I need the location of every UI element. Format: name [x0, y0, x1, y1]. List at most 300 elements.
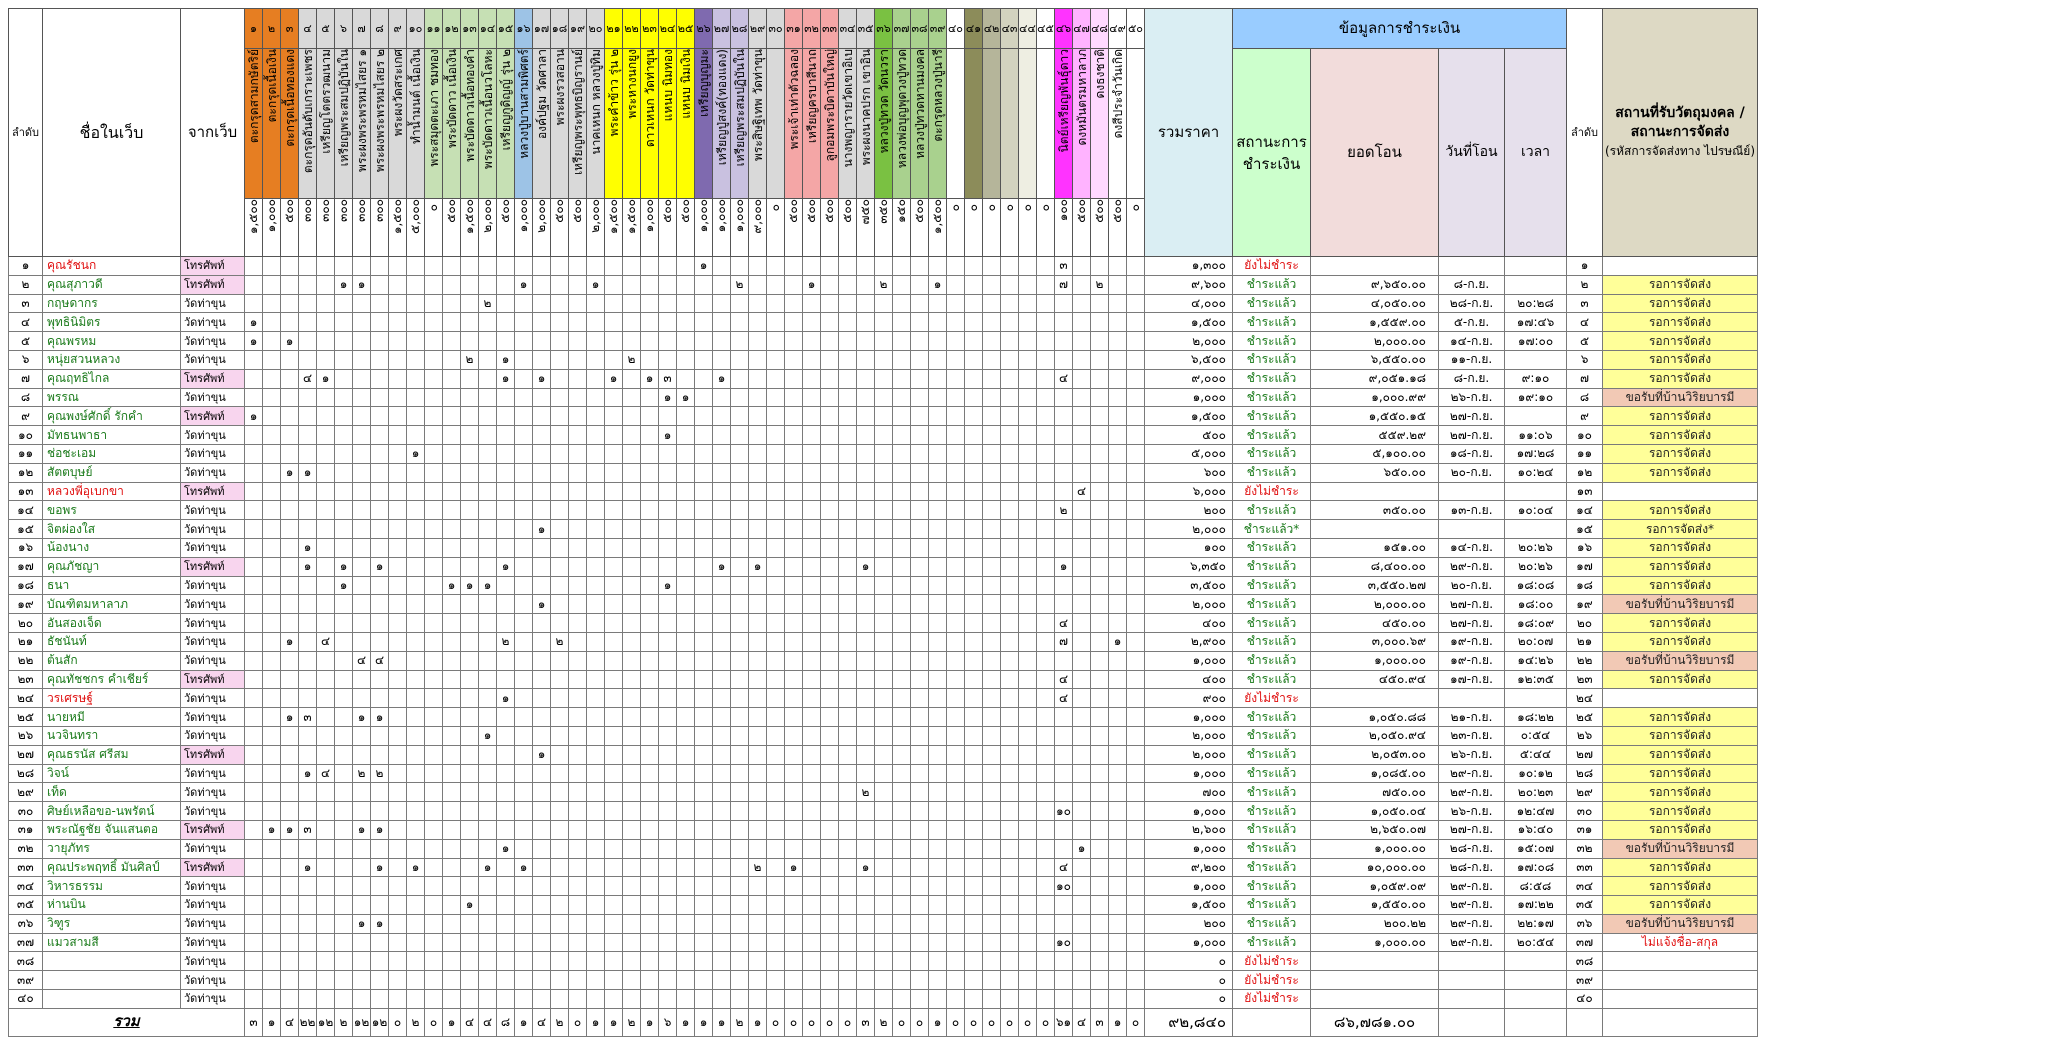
row-item-qty [623, 313, 641, 332]
item-title-14 [479, 49, 497, 199]
row-item-qty [929, 726, 947, 745]
row-item-qty [1073, 858, 1091, 877]
row-item-qty [713, 520, 731, 539]
row-item-qty [893, 388, 911, 407]
row-item-qty: ๑ [461, 896, 479, 915]
row-item-qty [605, 332, 623, 351]
row-item-qty [803, 820, 821, 839]
row-item-qty [461, 294, 479, 313]
row-date [1439, 689, 1505, 708]
row-total: ๔๐๐ [1145, 670, 1233, 689]
row-item-qty [1001, 651, 1019, 670]
row-item-qty [965, 745, 983, 764]
row-seq-right: ๓๗ [1567, 933, 1603, 952]
row-item-qty [1055, 764, 1073, 783]
row-item-qty [785, 708, 803, 727]
row-source: โทรศัพท์ [181, 369, 245, 388]
row-item-qty [641, 651, 659, 670]
row-item-qty [461, 257, 479, 276]
row-item-qty [695, 933, 713, 952]
row-item-qty [299, 576, 317, 595]
row-time [1505, 689, 1567, 708]
row-item-qty [245, 557, 263, 576]
row-item-qty [947, 520, 965, 539]
row-item-qty: ๑ [533, 745, 551, 764]
footer-label-text: รวม [113, 1012, 140, 1031]
table-row [9, 839, 1758, 858]
item-price-text: ๕๐๐ [912, 199, 926, 223]
row-item-qty [1019, 764, 1037, 783]
row-item-qty [335, 538, 353, 557]
row-item-qty [695, 745, 713, 764]
row-item-qty [947, 670, 965, 689]
row-item-qty [1073, 369, 1091, 388]
row-item-qty [983, 595, 1001, 614]
table-row [9, 501, 1758, 520]
row-item-qty [713, 820, 731, 839]
row-item-qty [1055, 444, 1073, 463]
row-item-qty [281, 350, 299, 369]
row-item-qty [947, 783, 965, 802]
row-seq-right: ๑๑ [1567, 444, 1603, 463]
row-item-qty [983, 896, 1001, 915]
item-number-44: ๔๔ [1019, 9, 1037, 49]
row-item-qty [1073, 990, 1091, 1009]
row-item-qty [641, 952, 659, 971]
row-item-qty [1019, 369, 1037, 388]
row-item-qty [533, 971, 551, 990]
row-item-qty [515, 839, 533, 858]
row-item-qty [623, 501, 641, 520]
row-item-qty [443, 482, 461, 501]
row-item-qty [335, 708, 353, 727]
table-row [9, 257, 1758, 276]
row-item-qty [515, 952, 533, 971]
row-total: ๓,๕๐๐ [1145, 576, 1233, 595]
row-item-qty [983, 708, 1001, 727]
row-item-qty [317, 294, 335, 313]
row-item-qty [497, 670, 515, 689]
row-item-qty [1109, 426, 1127, 445]
row-item-qty [479, 595, 497, 614]
row-item-qty: ๑ [1073, 839, 1091, 858]
row-time [1505, 275, 1567, 294]
row-item-qty [515, 520, 533, 539]
row-item-qty [263, 257, 281, 276]
item-price-text: ๑,๕๐๐ [606, 199, 620, 235]
footer-blank [1505, 1008, 1567, 1036]
table-row [9, 914, 1758, 933]
row-seq-right: ๒๑ [1567, 632, 1603, 651]
item-title-22 [623, 49, 641, 199]
row-item-qty [983, 576, 1001, 595]
row-source: วัดท่าขุน [181, 332, 245, 351]
row-item-qty [659, 313, 677, 332]
row-item-qty [965, 820, 983, 839]
row-item-qty [317, 651, 335, 670]
row-item-qty [857, 313, 875, 332]
row-item-qty [1127, 463, 1145, 482]
row-item-qty [767, 896, 785, 915]
item-number-9: ๙ [389, 9, 407, 49]
row-item-qty [1127, 538, 1145, 557]
footer-count: ๐ [389, 1008, 407, 1036]
row-item-qty [839, 745, 857, 764]
row-item-qty [1055, 313, 1073, 332]
footer-count: ๐ [569, 1008, 587, 1036]
row-item-qty [641, 877, 659, 896]
row-item-qty [1091, 990, 1109, 1009]
row-item-qty [1073, 576, 1091, 595]
row-item-qty [425, 632, 443, 651]
row-amount: ๑,๐๘๕.๐๐ [1311, 764, 1439, 783]
row-item-qty [335, 952, 353, 971]
row-item-qty [857, 275, 875, 294]
row-item-qty [1127, 689, 1145, 708]
table-row [9, 670, 1758, 689]
row-item-qty [389, 350, 407, 369]
row-source: วัดท่าขุน [181, 726, 245, 745]
row-item-qty [911, 463, 929, 482]
row-item-qty [983, 538, 1001, 557]
row-item-qty [659, 538, 677, 557]
item-title-18 [551, 49, 569, 199]
row-item-qty [1019, 463, 1037, 482]
row-item-qty [281, 745, 299, 764]
row-item-qty [767, 595, 785, 614]
row-shipping-status [1603, 689, 1758, 708]
row-item-qty [353, 614, 371, 633]
row-item-qty [929, 426, 947, 445]
row-item-qty [353, 952, 371, 971]
row-item-qty [443, 802, 461, 821]
row-item-qty [839, 388, 857, 407]
row-item-qty [1109, 520, 1127, 539]
row-item-qty [785, 501, 803, 520]
row-date: ๒๘-ก.ย. [1439, 858, 1505, 877]
row-total: ๑,๕๐๐ [1145, 313, 1233, 332]
item-price-15 [497, 199, 515, 257]
row-item-qty [1001, 538, 1019, 557]
row-seq: ๔ [9, 313, 43, 332]
row-name: น้องนาง [43, 538, 181, 557]
row-item-qty [317, 896, 335, 915]
row-item-qty [965, 670, 983, 689]
row-item-qty [515, 444, 533, 463]
row-item-qty: ๑ [1055, 557, 1073, 576]
row-pay-status: ชำระแล้ว [1233, 802, 1311, 821]
row-item-qty [1127, 726, 1145, 745]
row-item-qty [533, 839, 551, 858]
row-item-qty [461, 388, 479, 407]
row-name: ธนา [43, 576, 181, 595]
row-item-qty: ๑ [857, 858, 875, 877]
row-item-qty [857, 802, 875, 821]
row-item-qty [929, 952, 947, 971]
row-time: ๒๐:๐๗ [1505, 632, 1567, 651]
row-item-qty [965, 501, 983, 520]
item-number-31: ๓๑ [785, 9, 803, 49]
row-item-qty [1091, 877, 1109, 896]
row-item-qty [749, 369, 767, 388]
row-item-qty: ๔ [1055, 858, 1073, 877]
row-item-qty [497, 614, 515, 633]
row-amount: ๔,๐๕๐.๐๐ [1311, 294, 1439, 313]
row-item-qty [677, 444, 695, 463]
row-item-qty [749, 463, 767, 482]
row-pay-status: ยังไม่ชำระ [1233, 971, 1311, 990]
row-shipping-status: รอการจัดส่ง [1603, 501, 1758, 520]
row-item-qty [371, 294, 389, 313]
row-item-qty [425, 482, 443, 501]
row-item-qty [425, 576, 443, 595]
row-total: ๒,๐๐๐ [1145, 332, 1233, 351]
row-item-qty [281, 614, 299, 633]
row-item-qty [677, 407, 695, 426]
row-item-qty [947, 764, 965, 783]
row-item-qty [407, 839, 425, 858]
row-item-qty [587, 670, 605, 689]
row-seq-right: ๒๘ [1567, 764, 1603, 783]
row-item-qty [839, 407, 857, 426]
row-item-qty: ๑ [695, 257, 713, 276]
row-item-qty [497, 971, 515, 990]
table-row [9, 595, 1758, 614]
row-item-qty [245, 726, 263, 745]
row-item-qty [443, 350, 461, 369]
row-item-qty [263, 557, 281, 576]
row-item-qty [641, 632, 659, 651]
table-row [9, 426, 1758, 445]
row-item-qty [569, 257, 587, 276]
item-number-20: ๒๐ [587, 9, 605, 49]
row-item-qty [587, 896, 605, 915]
row-item-qty [263, 538, 281, 557]
row-date: ๒๗-ก.ย. [1439, 595, 1505, 614]
item-price-48 [1091, 199, 1109, 257]
row-item-qty [803, 689, 821, 708]
row-item-qty: ๑ [299, 764, 317, 783]
row-item-qty [749, 952, 767, 971]
row-item-qty [1055, 745, 1073, 764]
row-item-qty [1001, 463, 1019, 482]
item-title-text: แหนบ นิมเงิน [678, 49, 693, 119]
row-item-qty [1109, 783, 1127, 802]
row-item-qty [605, 388, 623, 407]
row-item-qty [263, 745, 281, 764]
item-title-30 [767, 49, 785, 199]
row-item-qty [245, 275, 263, 294]
item-number-48: ๔๘ [1091, 9, 1109, 49]
item-title-36 [875, 49, 893, 199]
row-item-qty [911, 275, 929, 294]
row-item-qty [1001, 294, 1019, 313]
row-item-qty [389, 463, 407, 482]
row-time: ๑๗:๐๐ [1505, 332, 1567, 351]
row-item-qty [425, 614, 443, 633]
item-price-38 [911, 199, 929, 257]
row-name: สัตตบุษย์ [43, 463, 181, 482]
row-item-qty [623, 369, 641, 388]
row-shipping-status: รอการจัดส่ง [1603, 350, 1758, 369]
row-amount: ๓๕๐.๐๐ [1311, 501, 1439, 520]
row-item-qty [353, 726, 371, 745]
row-pay-status: ชำระแล้ว [1233, 858, 1311, 877]
row-item-qty [587, 350, 605, 369]
row-item-qty [587, 914, 605, 933]
row-name: คุณพรหม [43, 332, 181, 351]
row-item-qty [929, 971, 947, 990]
row-time: ๒๐:๕๔ [1505, 933, 1567, 952]
item-price-37 [893, 199, 911, 257]
row-item-qty [803, 294, 821, 313]
row-item-qty [1001, 388, 1019, 407]
row-item-qty [497, 990, 515, 1009]
row-item-qty [983, 294, 1001, 313]
row-item-qty [893, 877, 911, 896]
table-row [9, 614, 1758, 633]
row-item-qty [965, 520, 983, 539]
row-item-qty [1055, 651, 1073, 670]
row-amount: ๑,๕๕๐.๑๕ [1311, 407, 1439, 426]
item-price-text: ๕๐๐ [1092, 199, 1106, 223]
row-item-qty: ๑ [371, 858, 389, 877]
row-item-qty [263, 764, 281, 783]
row-item-qty [677, 275, 695, 294]
footer-count: ๑ [749, 1008, 767, 1036]
row-item-qty [389, 952, 407, 971]
row-item-qty [335, 444, 353, 463]
row-item-qty [1073, 332, 1091, 351]
row-item-qty [497, 332, 515, 351]
row-shipping-status: รอการจัดส่ง [1603, 369, 1758, 388]
item-price-1 [245, 199, 263, 257]
row-item-qty [1127, 914, 1145, 933]
row-item-qty [299, 444, 317, 463]
row-item-qty [731, 332, 749, 351]
row-total: ๙๐๐ [1145, 689, 1233, 708]
row-item-qty [587, 520, 605, 539]
row-item-qty [587, 595, 605, 614]
item-title-text: หลวงปู่บานสามพิศตร์ [516, 49, 531, 159]
row-item-qty [875, 990, 893, 1009]
row-item-qty [1091, 538, 1109, 557]
item-title-text: เหรียญพระสมปฏิบันใน [336, 49, 351, 167]
row-total: ๑,๐๐๐ [1145, 933, 1233, 952]
row-item-qty [875, 557, 893, 576]
footer-count: ๐ [767, 1008, 785, 1036]
row-item-qty [389, 632, 407, 651]
row-seq-right: ๔ [1567, 313, 1603, 332]
row-time: ๒๒:๑๗ [1505, 914, 1567, 933]
row-item-qty [443, 614, 461, 633]
footer-count: ๘ [497, 1008, 515, 1036]
row-item-qty [407, 651, 425, 670]
row-item-qty [587, 651, 605, 670]
row-item-qty [587, 990, 605, 1009]
row-item-qty [641, 783, 659, 802]
row-item-qty [353, 482, 371, 501]
row-item-qty [461, 764, 479, 783]
row-item-qty [551, 933, 569, 952]
row-item-qty [785, 670, 803, 689]
row-item-qty [605, 313, 623, 332]
item-title-7 [353, 49, 371, 199]
row-item-qty [515, 764, 533, 783]
table-row [9, 933, 1758, 952]
row-item-qty [911, 407, 929, 426]
row-item-qty [407, 990, 425, 1009]
item-price-text: ๕๐๐ [282, 199, 296, 223]
item-title-text: ตะกรุดเนื้อเงิน [264, 49, 279, 123]
row-seq: ๑๕ [9, 520, 43, 539]
row-item-qty [569, 595, 587, 614]
row-item-qty [515, 877, 533, 896]
row-item-qty [407, 482, 425, 501]
row-item-qty [749, 820, 767, 839]
row-item-qty [1001, 745, 1019, 764]
row-item-qty [713, 764, 731, 783]
row-item-qty [605, 877, 623, 896]
row-shipping-status: รอการจัดส่ง [1603, 313, 1758, 332]
row-item-qty [1127, 426, 1145, 445]
row-item-qty [1001, 802, 1019, 821]
row-item-qty [353, 802, 371, 821]
row-source: วัดท่าขุน [181, 595, 245, 614]
row-item-qty [245, 257, 263, 276]
item-price-text: ๓๐๐ [318, 199, 332, 222]
row-item-qty [785, 971, 803, 990]
row-item-qty [461, 952, 479, 971]
row-item-qty [1037, 726, 1055, 745]
row-item-qty [443, 745, 461, 764]
row-item-qty [641, 557, 659, 576]
table-row [9, 877, 1758, 896]
row-item-qty [317, 745, 335, 764]
row-item-qty [821, 257, 839, 276]
row-item-qty: ๓ [299, 708, 317, 727]
row-date: ๒๗-ก.ย. [1439, 614, 1505, 633]
row-item-qty [551, 820, 569, 839]
item-title-45 [1037, 49, 1055, 199]
row-item-qty [1001, 952, 1019, 971]
row-name: เท็ด [43, 783, 181, 802]
row-item-qty [1073, 557, 1091, 576]
row-seq-right: ๑๓ [1567, 482, 1603, 501]
row-item-qty [461, 332, 479, 351]
row-item-qty [479, 444, 497, 463]
row-item-qty [317, 877, 335, 896]
row-item-qty [1019, 388, 1037, 407]
row-item-qty [767, 764, 785, 783]
row-item-qty [839, 538, 857, 557]
row-item-qty: ๒ [479, 294, 497, 313]
row-seq-right: ๑๗ [1567, 557, 1603, 576]
row-item-qty [857, 933, 875, 952]
item-title-text: ดาวเหนก วัดท่าขุน [642, 49, 657, 148]
row-name: คุณสุภาวดี [43, 275, 181, 294]
footer-count: ๐ [425, 1008, 443, 1036]
row-item-qty [695, 444, 713, 463]
row-item-qty [1019, 444, 1037, 463]
row-item-qty [731, 689, 749, 708]
row-time: ๑๕:๐๗ [1505, 839, 1567, 858]
row-amount [1311, 520, 1439, 539]
row-item-qty [407, 632, 425, 651]
row-item-qty [641, 576, 659, 595]
row-amount: ๑,๐๕๐.๘๘ [1311, 708, 1439, 727]
row-time: ๑๗:๐๘ [1505, 858, 1567, 877]
